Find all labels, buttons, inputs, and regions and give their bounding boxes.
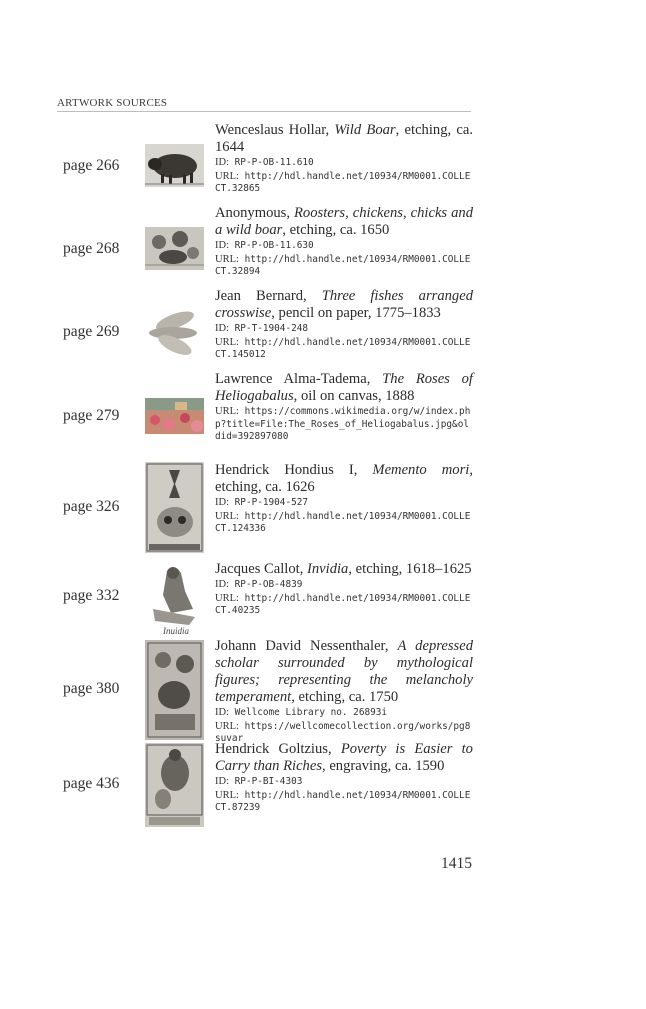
- url-line[interactable]: URL: http://hdl.handle.net/10934/RM0001.COLLECT.145012: [215, 336, 471, 360]
- page-reference: page 332: [63, 587, 120, 604]
- boar-etching-thumbnail: [145, 144, 204, 187]
- entry-info: Jacques Callot, Invidia, etching, 1618–1625 ID: RP-P-OB-4839 URL: http://hdl.handle.net/10934/RM0001.COLLECT.40235: [215, 561, 472, 616]
- page-reference: page 268: [63, 240, 120, 257]
- id-line: ID: RP-P-BI-4303: [215, 776, 303, 787]
- entry-info: Anonymous, Roosters, chickens, chicks and a wild boar, etching, ca. 1650 ID: RP-P-OB-11.630 URL: http://hdl.handle.net/10934/RM0001.COLLECT.32894: [215, 205, 473, 277]
- url-line[interactable]: URL: http://hdl.handle.net/10934/RM0001.COLLECT.32865: [215, 170, 471, 194]
- page-reference: page 380: [63, 680, 120, 697]
- entry-info: Jean Bernard, Three fishes arranged crosswise, pencil on paper, 1775–1833 ID: RP-T-1904-248 URL: http://hdl.handle.net/10934/RM0001.COLLECT.145012: [215, 288, 473, 360]
- url-line[interactable]: URL: http://hdl.handle.net/10934/RM0001.COLLECT.87239: [215, 789, 471, 813]
- url-line[interactable]: URL: https://wellcomecollection.org/works/pg8suvar: [215, 720, 471, 744]
- id-line: ID: RP-T-1904-248: [215, 323, 309, 334]
- entry-info: Wenceslaus Hollar, Wild Boar, etching, ca. 1644 ID: RP-P-OB-11.610 URL: http://hdl.handle.net/10934/RM0001.COLLECT.32865: [215, 122, 474, 194]
- svg-text:Inuidia: Inuidia: [163, 626, 189, 636]
- roosters-etching-thumbnail: [145, 227, 204, 270]
- page-reference: page 279: [63, 407, 120, 424]
- poverty-engraving-thumbnail: [145, 743, 204, 827]
- id-line: ID: RP-P-1904-527: [215, 497, 309, 508]
- fishes-drawing-thumbnail: [145, 303, 204, 361]
- running-header: ARTWORK SOURCES: [57, 97, 471, 112]
- page-reference: page 266: [63, 157, 120, 174]
- page-reference: page 326: [63, 498, 120, 515]
- memento-mori-etching-thumbnail: [145, 462, 204, 553]
- url-line[interactable]: URL: http://hdl.handle.net/10934/RM0001.COLLECT.124336: [215, 510, 471, 534]
- entry-info: Johann David Nessenthaler, A depressed scholar surrounded by mythological figures; representing the melancholy temperament, etching, ca. 1750 ID: Wellcome Library no. 26893i URL: https://wellcomecollection.org/works/pg8suvar: [215, 638, 473, 744]
- entry-info: Hendrick Goltzius, Poverty is Easier to Carry than Riches, engraving, ca. 1590 ID: RP-P-BI-4303 URL: http://hdl.handle.net/10934/RM0001.COLLECT.87239: [215, 741, 473, 813]
- url-line[interactable]: URL: https://commons.wikimedia.org/w/index.php?title=File:The_Roses_of_Heliogabalus.jpg&oldid=392897080: [215, 406, 471, 442]
- url-line[interactable]: URL: http://hdl.handle.net/10934/RM0001.COLLECT.40235: [215, 592, 471, 616]
- roses-painting-thumbnail: [145, 398, 204, 434]
- page-number: 1415: [441, 855, 472, 872]
- entry-info: Hendrick Hondius I, Memento mori, etching, ca. 1626 ID: RP-P-1904-527 URL: http://hdl.handle.net/10934/RM0001.COLLECT.124336: [215, 462, 473, 534]
- page-reference: page 269: [63, 323, 120, 340]
- entry-info: Lawrence Alma-Tadema, The Roses of Heliogabalus, oil on canvas, 1888 URL: https://commons.wikimedia.org/w/index.php?title=File:The_Roses_of_Heliogabalus.jpg&oldid=392897080: [215, 371, 473, 442]
- page-reference: page 436: [63, 775, 120, 792]
- scholar-etching-thumbnail: [145, 640, 204, 740]
- id-line: ID: RP-P-OB-11.610: [215, 157, 314, 168]
- url-line[interactable]: URL: http://hdl.handle.net/10934/RM0001.COLLECT.32894: [215, 253, 471, 277]
- id-line: ID: RP-P-OB-4839: [215, 579, 303, 590]
- id-line: ID: Wellcome Library no. 26893i: [215, 707, 388, 718]
- invidia-etching-thumbnail: [145, 561, 204, 637]
- id-line: ID: RP-P-OB-11.630: [215, 240, 314, 251]
